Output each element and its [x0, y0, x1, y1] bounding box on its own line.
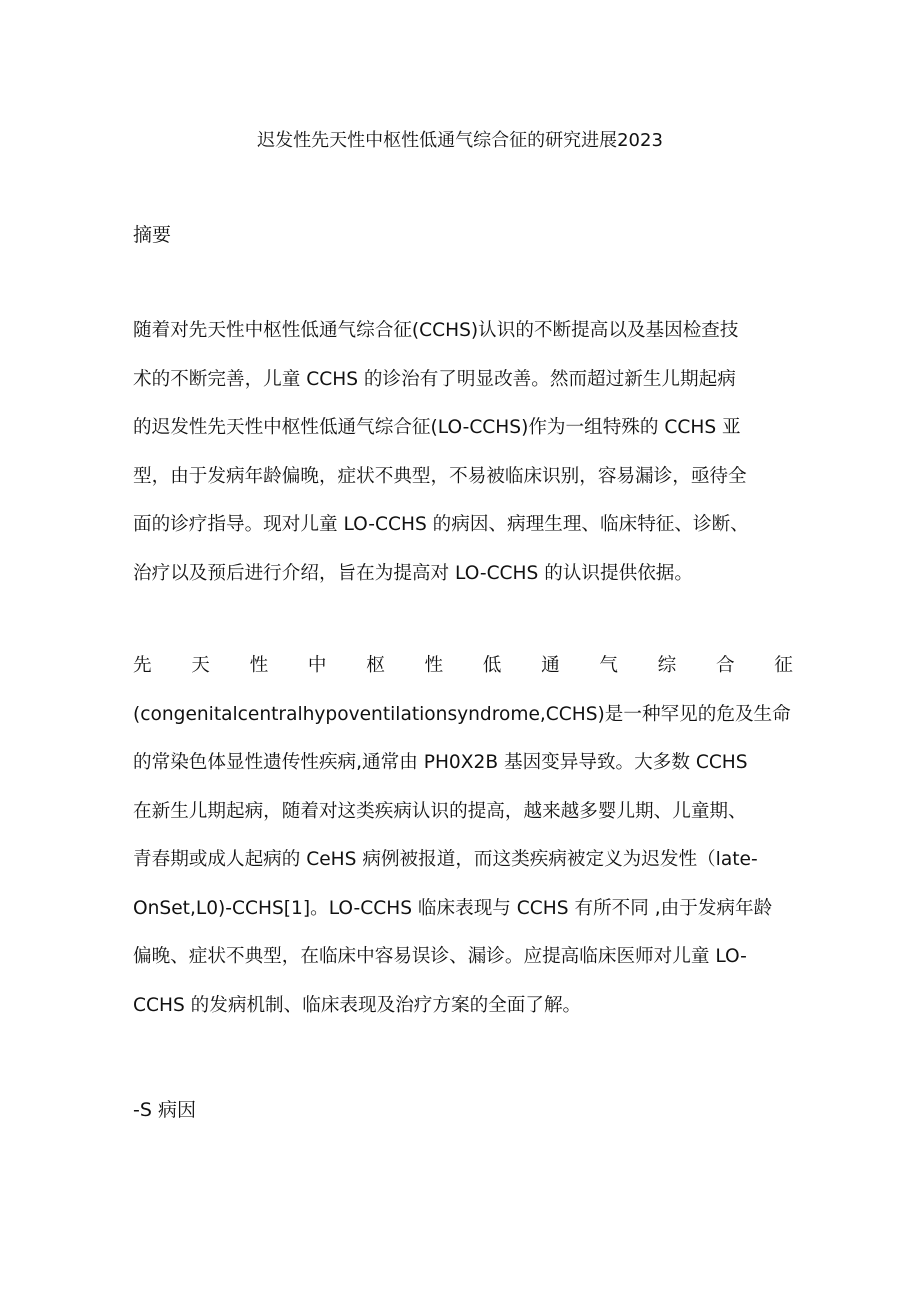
abstract-paragraph — [133, 307, 793, 598]
paragraph-line: 的常染色体显性遗传性疾病,通常由 PH0X2B 基因变异导致。大多数 CCHS — [133, 752, 748, 773]
paragraph-line: 治疗以及预后进行介绍，旨在为提高对 LO-CCHS 的认识提供依据。 — [133, 562, 693, 584]
paragraph-line: 偏晚、症状不典型，在临床中容易误诊、漏诊。应提高临床医师对儿童 LO- — [133, 946, 747, 967]
term-char: 天 — [191, 655, 210, 676]
term-char: 低 — [482, 655, 502, 676]
term-char: 征 — [774, 655, 793, 676]
term-char: 枢 — [366, 655, 385, 676]
paragraph-line: (congenitalcentralhypoventilationsyndrome,CCHS)是一种罕见的危及生命 — [133, 703, 791, 725]
abstract-heading: 摘要 — [133, 224, 172, 246]
paragraph-line: 术的不断完善，儿童 CCHS 的诊治有了明显改善。然而超过新生儿期起病 — [133, 368, 736, 390]
term-char: 气 — [599, 655, 618, 676]
paragraph-line: 型，由于发病年龄偏晚，症状不典型，不易被临床识别，容易漏诊，亟待全 — [133, 465, 747, 487]
paragraph-line: CCHS 的发病机制、临床表现及治疗方案的全面了解。 — [133, 994, 582, 1016]
term-char: 性 — [424, 655, 444, 676]
paragraph-line: 面的诊疗指导。现对儿童 LO-CCHS 的病因、病理生理、临床特征、诊断、 — [133, 514, 749, 535]
term-char: 性 — [249, 655, 269, 676]
spread-term-line — [133, 642, 793, 691]
document-title: 迟发性先天性中枢性低通气综合征的研究进展2023 — [257, 130, 663, 151]
paragraph-line: 随着对先天性中枢性低通气综合征(CCHS)认识的不断提高以及基因检查技 — [133, 320, 739, 341]
paragraph-line: OnSet,L0)-CCHS[1]。LO-CCHS 临床表现与 CCHS 有所不同 ,由于发病年龄 — [133, 897, 773, 919]
paragraph-line: 的迟发性先天性中枢性低通气综合征(LO-CCHS)作为一组特殊的 CCHS 亚 — [133, 417, 741, 438]
paragraph-line: 青春期或成人起病的 CeHS 病例被报道，而这类疾病被定义为迟发性（late- — [133, 849, 758, 870]
term-char: 中 — [307, 655, 327, 676]
term-char: 通 — [541, 655, 560, 676]
section-heading-etiology: -S 病因 — [133, 1099, 196, 1121]
term-char: 合 — [715, 655, 735, 676]
term-char: 综 — [657, 655, 677, 676]
intro-paragraph — [133, 642, 793, 1030]
paragraph-line: 在新生儿期起病，随着对这类疾病认识的提高，越来越多婴儿期、儿童期、 — [133, 800, 747, 822]
term-char: 先 — [133, 655, 152, 676]
